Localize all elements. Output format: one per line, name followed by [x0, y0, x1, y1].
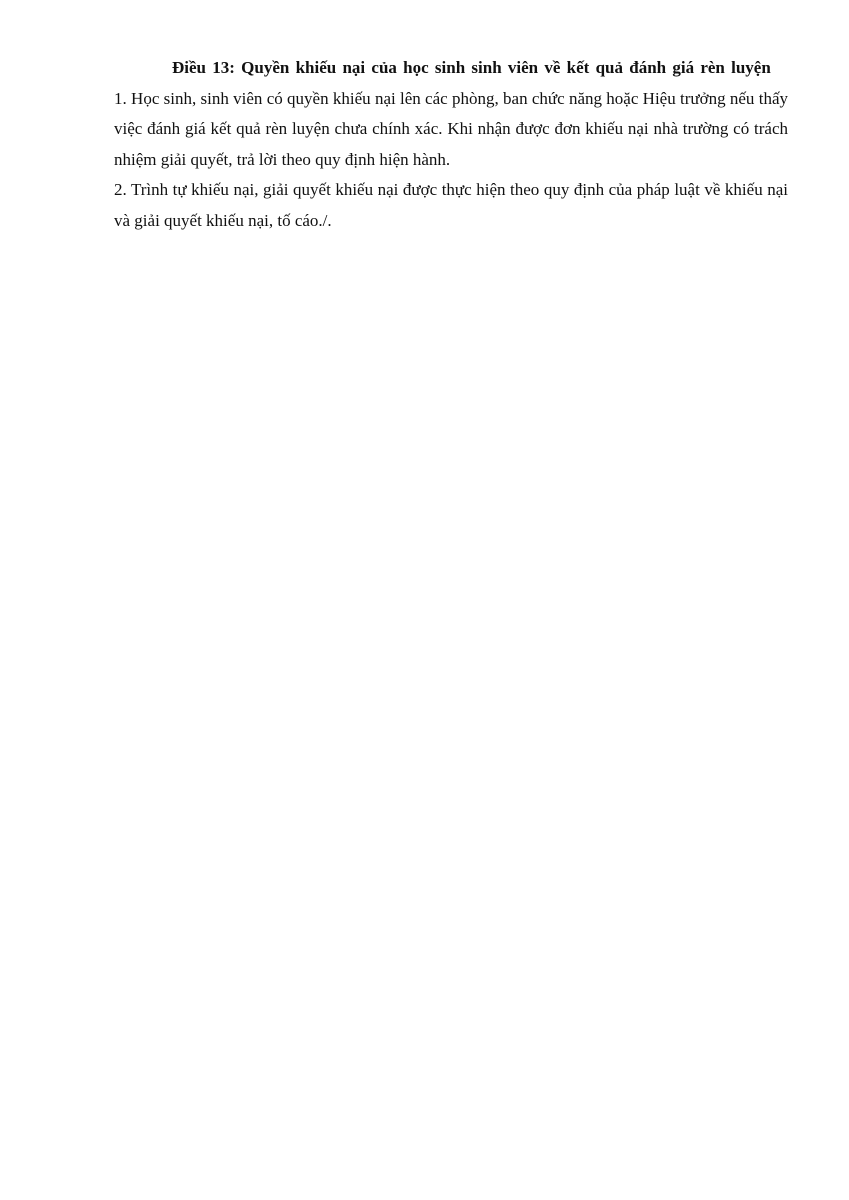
- article-heading: Điều 13: Quyền khiếu nại của học sinh sinh viên về kết quả đánh giá rèn luyện: [172, 58, 771, 77]
- document-body: [114, 53, 788, 236]
- paragraph-2: 2. Trình tự khiếu nại, giải quyết khiếu nại được thực hiện theo quy định của pháp luật về khiếu nại và giải quyết khiếu nại, tố cáo./.: [114, 180, 788, 230]
- paragraph-1: 1. Học sinh, sinh viên có quyền khiếu nại lên các phòng, ban chức năng hoặc Hiệu trưởng nếu thấy việc đánh giá kết quả rèn luyện chưa chính xác. Khi nhận được đơn khiếu nại nhà trường có trách nhiệm giải quyết, trả lời theo quy định hiện hành.: [114, 88, 788, 169]
